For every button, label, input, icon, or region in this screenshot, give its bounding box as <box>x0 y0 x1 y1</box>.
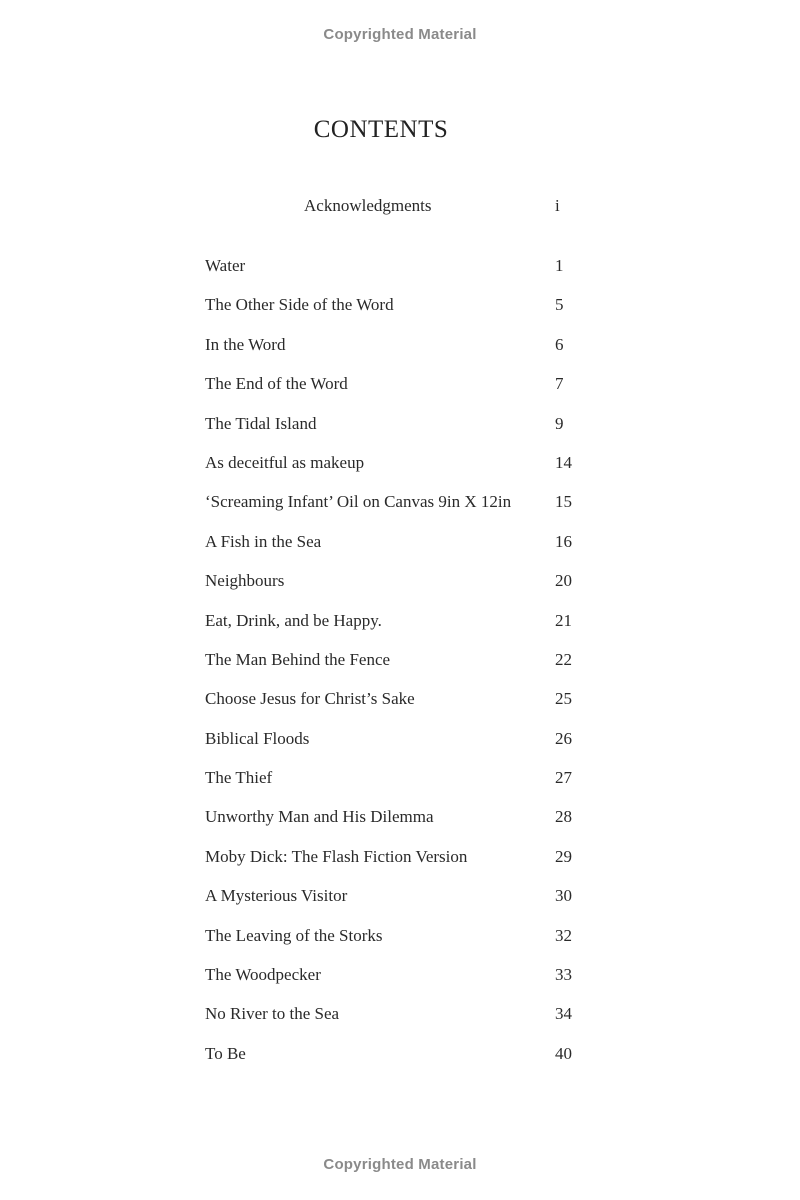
toc-entry-title: The Leaving of the Storks <box>205 925 383 945</box>
copyright-watermark-top: Copyrighted Material <box>323 26 477 43</box>
toc-entry-title: The Tidal Island <box>205 413 317 433</box>
toc-entry-page: 40 <box>555 1043 572 1063</box>
toc-entry <box>0 571 800 610</box>
page-title: CONTENTS <box>313 116 449 143</box>
toc-entry-page: 16 <box>555 531 572 551</box>
toc-entry-page: 9 <box>555 413 564 433</box>
toc-entry-title: The Thief <box>205 768 273 788</box>
toc-entry-title: In the Word <box>205 334 286 354</box>
toc-entry-title: A Mysterious Visitor <box>205 886 348 906</box>
copyright-watermark-bottom: Copyrighted Material <box>323 1156 477 1173</box>
toc-entry <box>0 650 800 689</box>
toc-entry-page: 21 <box>555 610 572 630</box>
toc-entry <box>0 965 800 1004</box>
toc-entry-page: 25 <box>555 689 572 709</box>
toc-entry-page: 5 <box>555 295 564 315</box>
toc-entry-page: 27 <box>555 768 572 788</box>
toc-entry <box>0 729 800 768</box>
front-matter-entry <box>0 196 800 220</box>
toc-entry-title: The Woodpecker <box>205 965 321 985</box>
toc-entry-title: Moby Dick: The Flash Fiction Version <box>205 846 468 866</box>
toc-entry <box>0 611 800 650</box>
table-of-contents <box>0 256 800 1083</box>
toc-entry-title: ‘Screaming Infant’ Oil on Canvas 9in X 12in <box>205 492 512 512</box>
toc-entry-page: 29 <box>555 846 572 866</box>
toc-entry-page: 28 <box>555 807 572 827</box>
toc-entry <box>0 847 800 886</box>
toc-entry-page: 14 <box>555 452 572 472</box>
toc-entry <box>0 256 800 295</box>
toc-entry-page: 26 <box>555 728 572 748</box>
toc-entry <box>0 335 800 374</box>
toc-entry-title: Water <box>205 256 246 275</box>
toc-entry-page: 34 <box>555 1004 572 1024</box>
toc-entry <box>0 295 800 334</box>
toc-entry-page: 22 <box>555 649 572 669</box>
toc-entry-title: Choose Jesus for Christ’s Sake <box>205 689 415 709</box>
toc-entry-title: The Man Behind the Fence <box>205 649 391 669</box>
toc-entry <box>0 414 800 453</box>
front-matter-page: i <box>555 196 560 215</box>
toc-entry-page: 33 <box>555 965 572 985</box>
toc-entry-page: 20 <box>555 571 572 591</box>
toc-entry-page: 7 <box>555 374 564 394</box>
toc-entry-title: Neighbours <box>205 571 285 591</box>
toc-entry-page: 1 <box>555 256 564 275</box>
toc-entry-title: Unworthy Man and His Dilemma <box>205 807 434 827</box>
toc-entry-title: A Fish in the Sea <box>205 531 322 551</box>
toc-entry-title: As deceitful as makeup <box>205 452 365 472</box>
toc-entry-title: Biblical Floods <box>205 728 310 748</box>
toc-entry <box>0 807 800 846</box>
toc-entry <box>0 886 800 925</box>
toc-entry <box>0 768 800 807</box>
toc-entry <box>0 374 800 413</box>
toc-entry <box>0 1004 800 1043</box>
toc-entry <box>0 926 800 965</box>
toc-entry-page: 30 <box>555 886 572 906</box>
toc-entry-page: 32 <box>555 925 572 945</box>
toc-entry-title: The Other Side of the Word <box>205 295 394 315</box>
toc-entry <box>0 492 800 531</box>
toc-entry <box>0 453 800 492</box>
toc-entry-page: 15 <box>555 492 572 512</box>
toc-entry-title: Eat, Drink, and be Happy. <box>205 610 382 630</box>
toc-entry <box>0 532 800 571</box>
front-matter-label: Acknowledgments <box>304 196 432 215</box>
toc-entry <box>0 1044 800 1083</box>
toc-entry-title: The End of the Word <box>205 374 348 394</box>
toc-entry-page: 6 <box>555 334 564 354</box>
toc-entry-title: No River to the Sea <box>205 1004 340 1024</box>
toc-entry-title: To Be <box>205 1043 246 1063</box>
toc-entry <box>0 689 800 728</box>
